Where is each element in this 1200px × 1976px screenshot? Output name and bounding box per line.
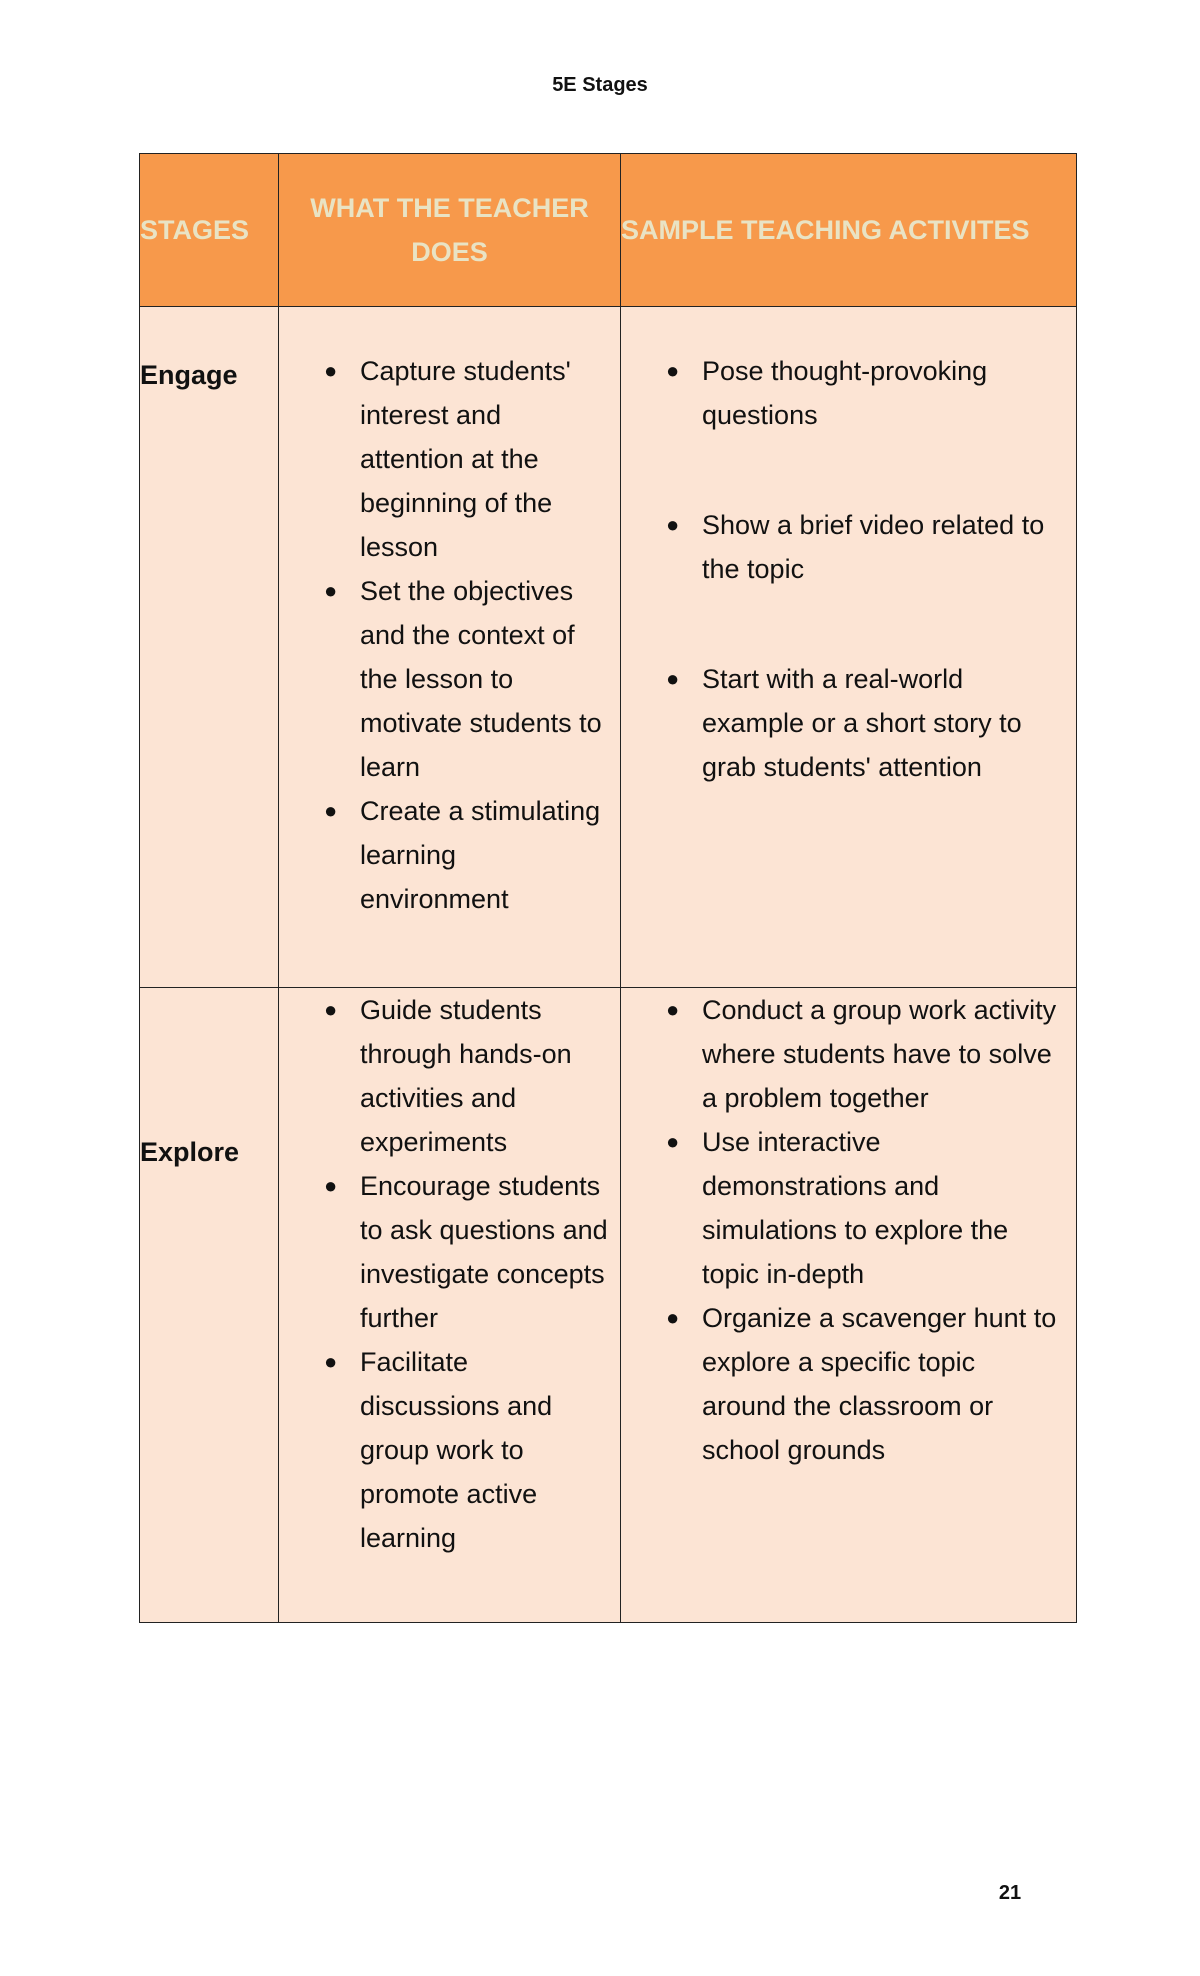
teacher-list [279, 349, 620, 921]
list-item [621, 1120, 1076, 1296]
list-item-text: Facilitate discussions and group work to promote active learning [360, 1347, 553, 1553]
list-item-text: Guide students through hands-on activities and experiments [360, 995, 572, 1157]
bullet-icon: ● [324, 578, 338, 603]
activities-list [621, 988, 1076, 1472]
stage-cell [140, 307, 279, 988]
activities-cell [621, 988, 1077, 1623]
bullet-icon: ● [666, 1129, 680, 1154]
list-item [621, 503, 1076, 591]
bullet-icon: ● [666, 997, 680, 1022]
column-header-stages: STAGES [140, 154, 279, 307]
list-item [621, 988, 1076, 1120]
teacher-cell [279, 307, 621, 988]
list-item [279, 349, 620, 569]
stage-cell [140, 988, 279, 1623]
stage-label-explore: Explore [140, 1137, 240, 1167]
list-item [279, 1164, 620, 1340]
bullet-icon: ● [666, 512, 680, 537]
page-title: 5E Stages [552, 74, 648, 96]
bullet-icon: ● [324, 997, 338, 1022]
list-item [621, 1296, 1076, 1472]
list-item [279, 1340, 620, 1560]
list-item [621, 657, 1076, 789]
bullet-icon: ● [324, 1349, 338, 1374]
bullet-icon: ● [666, 358, 680, 383]
page-number: 21 [998, 1882, 1022, 1904]
table-row-engage [140, 307, 1077, 988]
teacher-cell [279, 988, 621, 1623]
list-item [279, 789, 620, 921]
stages-table [139, 153, 1077, 1623]
list-item-text: Conduct a group work activity where students have to solve a problem together [702, 995, 1057, 1113]
activities-list [621, 349, 1076, 789]
activities-cell [621, 307, 1077, 988]
column-header-activities: SAMPLE TEACHING ACTIVITES [621, 154, 1077, 307]
bullet-icon: ● [666, 666, 680, 691]
list-item-text: Pose thought-provoking questions [702, 356, 988, 430]
table-header-row [140, 154, 1077, 307]
bullet-icon: ● [324, 798, 338, 823]
list-item [279, 988, 620, 1164]
list-item-text: Use interactive demonstrations and simulations to explore the topic in-depth [702, 1127, 1009, 1289]
list-item-text: Encourage students to ask questions and investigate concepts further [360, 1171, 608, 1333]
list-item-text: Capture students' interest and attention at the beginning of the lesson [360, 356, 571, 562]
table-row-explore [140, 988, 1077, 1623]
stage-label-engage: Engage [140, 360, 238, 390]
list-item-text: Set the objectives and the context of the lesson to motivate students to learn [360, 576, 602, 782]
list-item-text: Organize a scavenger hunt to explore a specific topic around the classroom or school grounds [702, 1303, 1057, 1465]
list-item [279, 569, 620, 789]
bullet-icon: ● [666, 1305, 680, 1330]
bullet-icon: ● [324, 358, 338, 383]
list-item-text: Create a stimulating learning environment [360, 796, 601, 914]
list-item-text: Show a brief video related to the topic [702, 510, 1045, 584]
column-header-teacher: WHAT THE TEACHER DOES [279, 154, 621, 307]
list-item [621, 349, 1076, 437]
bullet-icon: ● [324, 1173, 338, 1198]
teacher-list [279, 988, 620, 1560]
list-item-text: Start with a real-world example or a short story to grab students' attention [702, 664, 1022, 782]
